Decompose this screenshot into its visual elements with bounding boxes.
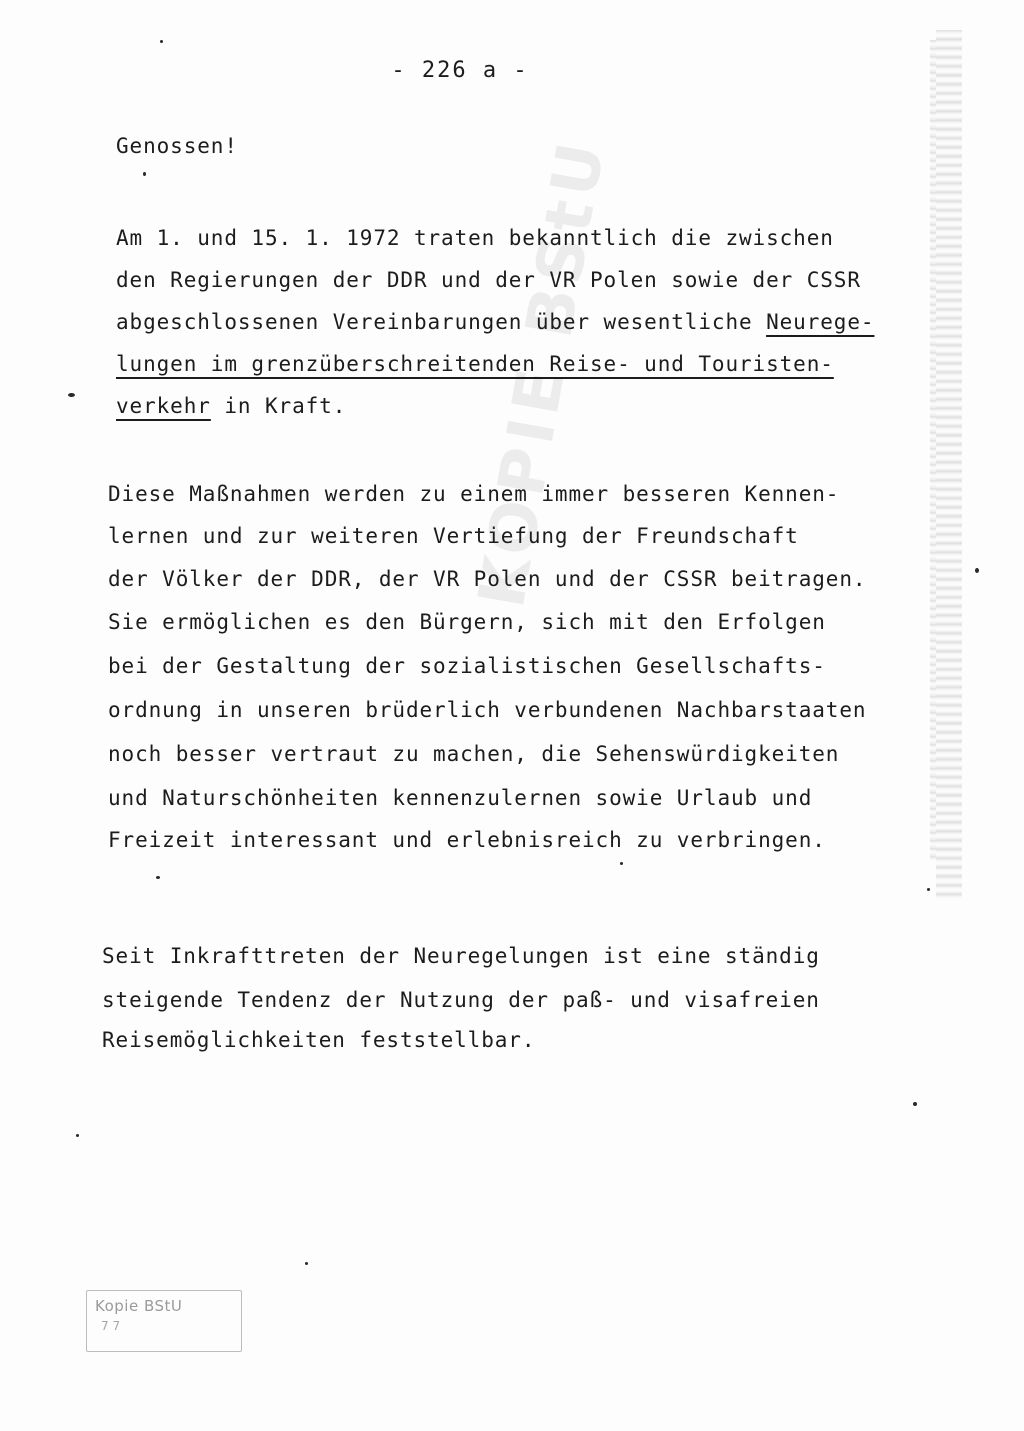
paragraph-2-line-5: bei der Gestaltung der sozialistischen Gesellschafts- xyxy=(108,654,826,678)
paragraph-2-line-2: lernen und zur weiteren Vertiefung der Freundschaft xyxy=(108,524,799,548)
scan-speck xyxy=(160,40,163,43)
bstu-watermark: KOPIE BStU xyxy=(465,131,621,613)
paragraph-1-line-5 xyxy=(116,392,346,420)
salutation: Genossen! xyxy=(116,134,238,158)
paragraph-2-line-3: der Völker der DDR, der VR Polen und der CSSR beitragen. xyxy=(108,567,867,591)
scan-speck xyxy=(927,888,930,891)
scan-speck xyxy=(975,568,979,573)
paragraph-3-line-1: Seit Inkrafttreten der Neuregelungen ist eine ständig xyxy=(102,944,820,968)
paragraph-1-line-3 xyxy=(116,308,874,336)
scan-speck xyxy=(143,172,146,176)
paragraph-3-line-2: steigende Tendenz der Nutzung der paß- und visafreien xyxy=(102,988,820,1012)
paragraph-1-line-4-underlined: lungen im grenzüberschreitenden Reise- und Touristen- xyxy=(116,352,834,376)
stamp-number: 7 7 xyxy=(101,1319,121,1333)
paragraph-1-line-4 xyxy=(116,350,834,378)
paragraph-2-line-4: Sie ermöglichen es den Bürgern, sich mit den Erfolgen xyxy=(108,610,826,634)
paragraph-1-line-3-text: abgeschlossenen Vereinbarungen über wesentliche xyxy=(116,310,767,334)
paragraph-2-line-1: Diese Maßnahmen werden zu einem immer besseren Kennen- xyxy=(108,482,840,506)
paragraph-1-line-2: den Regierungen der DDR und der VR Polen sowie der CSSR xyxy=(116,268,861,292)
paragraph-1-line-1: Am 1. und 15. 1. 1972 traten bekanntlich die zwischen xyxy=(116,226,834,250)
paragraph-2-line-7: noch besser vertraut zu machen, die Sehenswürdigkeiten xyxy=(108,742,840,766)
paragraph-2-line-9: Freizeit interessant und erlebnisreich zu verbringen. xyxy=(108,828,826,852)
scan-speck xyxy=(68,393,75,397)
paragraph-3-line-3: Reisemöglichkeiten feststellbar. xyxy=(102,1028,536,1052)
scan-speck xyxy=(76,1134,79,1137)
stamp-label: Kopie BStU xyxy=(95,1297,183,1315)
paragraph-2-line-8: und Naturschönheiten kennenzulernen sowie Urlaub und xyxy=(108,786,813,810)
scan-speck xyxy=(620,862,623,865)
page-number: - 226 a - xyxy=(391,58,529,83)
paragraph-1-line-3-underlined: Neurege- xyxy=(766,310,875,334)
archive-stamp xyxy=(86,1290,242,1352)
paragraph-2-line-6: ordnung in unseren brüderlich verbundenen Nachbarstaaten xyxy=(108,698,867,722)
scan-speck xyxy=(156,876,160,879)
scan-speck xyxy=(913,1102,917,1106)
scan-speck xyxy=(305,1262,308,1265)
scan-edge-artifact-2 xyxy=(930,40,936,860)
scan-edge-artifact xyxy=(936,30,962,900)
paragraph-1-line-5-underlined: verkehr xyxy=(116,394,211,418)
paragraph-1-line-5-text: in Kraft. xyxy=(210,394,347,418)
